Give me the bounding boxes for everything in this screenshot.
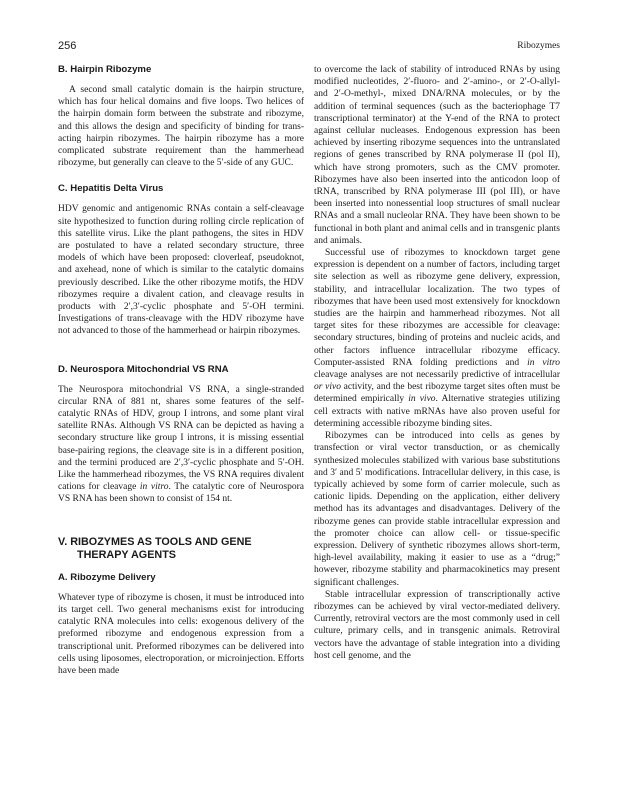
- italic-term: or vivo: [314, 382, 341, 393]
- paragraph-hairpin: A second small catalytic domain is the hairpin structure, which has four helical domains and five loops. Two helices of the hairpin domain form between the substrate and ribozyme, and this allows the design and specificity of binding for trans-acting hairpin ribozymes. The hairpin ribozyme has a more complicated substrate requirement than the hammerhead ribozyme, but generally can cleave to the 5′-side of any GUC.: [58, 85, 304, 169]
- paragraph-vs-rna: The Neurospora mitochondrial VS RNA, a single-stranded circular RNA of 881 nt, shares some features of the self-catalytic RNAs of HDV, group I introns, and some plant viral satellite RNAs. Although VS RNA can be depicted as having a secondary structure like group I introns, it is missing essential base-pairing regions, the cleavage site is in a different position, and the termini produced are 2′,3′-cyclic phosphate and 5′-OH. Like the hammerhead ribozymes, the VS RNA requires divalent cations for cleavage in vitro. The catalytic core of Neurospora VS RNA has been shown to consist of 154 nt.: [58, 384, 304, 505]
- italic-term: in vitro: [139, 482, 169, 493]
- heading-neurospora-vs-rna: D. Neurospora Mitochondrial VS RNA: [58, 363, 229, 375]
- paragraph-hdv: HDV genomic and antigenomic RNAs contain a self-cleavage site hypothesized to function during rolling circle replication of this satellite virus. Like the plant pathogens, the sites in HDV are postulated to have a related secondary structure, three models of which have been proposed: cloverleaf, pseudoknot, and axehead, none of which is similar to the catalytic domains previously described. Like the other ribozyme motifs, the HDV ribozymes require a divalent cation, and cleavage results in products with 2′,3′-cyclic phosphate and 5′-OH termini. Investigations of trans-cleavage with the HDV ribozyme have not advanced to those of the hammerhead or hairpin ribozymes.: [58, 204, 304, 337]
- heading-ribozyme-delivery: A. Ribozyme Delivery: [58, 571, 156, 583]
- running-head: Ribozymes: [517, 41, 560, 51]
- left-column: [58, 64, 304, 677]
- italic-term: in vivo: [408, 394, 436, 405]
- paragraph-stability: to overcome the lack of stability of introduced RNAs by using modified nucleotides, 2′-fluoro- and 2′-amino-, or 2′-O-allyl- and 2′-O-methyl-, mixed DNA/RNA molecules, or by the addition of terminal sequences (such as the bacteriophage T7 transcriptional terminator) at the Y-end of the RNA to protect against cellular nucleases. Endogenous expression has been achieved by inserting ribozyme sequences into the untranslated regions of genes transcribed by RNA polymerase II (pol II), which have strong promoters, such as the CMV promoter. Ribozymes have also been inserted into the anticodon loop of tRNA, transcribed by RNA polymerase III (pol III), or have been inserted into nonessential loop structures of small nuclear RNAs and a small nucleolar RNA. They have been shown to be functional in both plant and animal cells and in transgenic plants and animals.: [314, 65, 560, 246]
- paragraph-introduction-methods: Ribozymes can be introduced into cells as genes by transfection or viral vector transduction, or as chemically synthesized molecules stabilized with various base substitutions and 3′ and 5′ modifications. Intracellular delivery, in this case, is typically achieved by some form of carrier molecule, such as cationic lipids. Depending on the application, either delivery method has its advantages and disadvantages. Delivery of the ribozyme genes can provide stable intracellular expression and the promoter choice can allow cell- or tissue-specific expression. Delivery of synthetic ribozymes allows short-term, high-level availability, making it easier to use as a “drug;” however, ribozyme stability and pharmacokinetics may present significant challenges.: [314, 431, 560, 588]
- heading-hairpin-ribozyme: B. Hairpin Ribozyme: [58, 64, 152, 75]
- heading-hepatitis-delta-virus: C. Hepatitis Delta Virus: [58, 183, 164, 195]
- paragraph-delivery: Whatever type of ribozyme is chosen, it must be introduced into its target cell. Two general mechanisms exist for introducing catalytic RNA molecules into cells: exogenous delivery of the preformed ribozyme and endogenous expression from a transcriptional unit. Preformed ribozymes can be delivered into cells using liposomes, electroporation, or microinjection. Efforts have been made: [58, 592, 304, 676]
- italic-term: in vitro: [527, 357, 560, 368]
- paragraph-viral-vectors: Stable intracellular expression of transcriptionally active ribozymes can be achieved by viral vector-mediated delivery. Currently, retroviral vectors are the most commonly used in cell culture, primary cells, and in transgenic animals. Retroviral vectors have the advantage of stable integration into a dividing host cell genome, and the: [314, 589, 560, 661]
- page-number: 256: [58, 40, 77, 52]
- heading-section-v: V. RIBOZYMES AS TOOLS AND GENE THERAPY AGENTS: [58, 535, 252, 561]
- right-column: [314, 64, 560, 662]
- paragraph-knockdown: Successful use of ribozymes to knockdown target gene expression is dependent on a number of factors, including target site selection as well as ribozyme gene delivery, expression, stability, and intracellular localization. The two types of ribozymes that have been used most extensively for knockdown studies are the hairpin and hammerhead ribozymes. Not all target sites for these ribozymes are accessible for cleavage: secondary structures, binding of proteins and nucleic acids, and other factors influence intracellular ribozyme efficacy. Computer-assisted RNA folding predictions and in vitro cleavage analyses are not necessarily predictive of intracellular or vivo activity, and the best ribozyme target sites often must be determined empirically in vivo. Alternative strategies utilizing cell extracts with native mRNAs have also proven useful for determining accessible ribozyme binding sites.: [314, 248, 560, 429]
